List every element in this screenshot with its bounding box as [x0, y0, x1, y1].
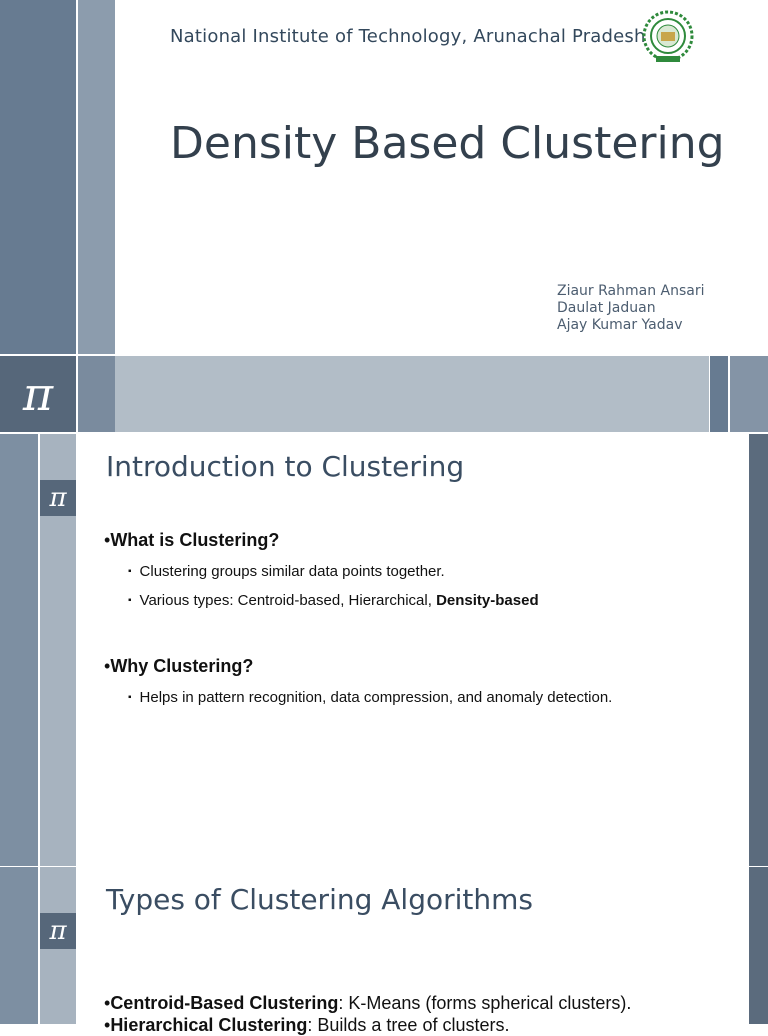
bullet-label: Centroid-Based Clustering [110, 993, 339, 1013]
slide-right-band [749, 867, 768, 1024]
bullet-text: : K-Means (forms spherical clusters). [338, 993, 632, 1013]
author-name: Ajay Kumar Yadav [557, 317, 683, 333]
slide-title: Introduction to Clustering [106, 450, 465, 483]
bullet-text: What is Clustering? [110, 530, 280, 550]
cover-left-band-2 [78, 0, 115, 354]
slide-left-band [0, 867, 38, 1024]
bullet-label: Hierarchical Clustering [110, 1015, 308, 1035]
sub-bullet-item [128, 592, 539, 609]
institution-name: National Institute of Technology, Arunachal Pradesh [170, 26, 646, 47]
square-bullet-icon: ▪ [128, 692, 132, 703]
band-strip [115, 356, 709, 432]
bullet-item [104, 1015, 509, 1036]
cover-bottom-band [0, 356, 768, 432]
sub-bullet-text: Clustering groups similar data points together. [139, 563, 445, 580]
sub-bullet-item [128, 563, 445, 580]
bullet-dot-icon: • [104, 530, 111, 550]
author-list [557, 283, 705, 334]
slide-title: Types of Clustering Algorithms [106, 883, 533, 916]
pi-icon: π [0, 356, 76, 432]
band-accent [710, 356, 728, 432]
bullet-dot-icon: • [104, 656, 111, 676]
band-end [730, 356, 768, 432]
bullet-item [104, 993, 631, 1014]
bullet-text: Why Clustering? [110, 656, 254, 676]
slide-right-band [749, 434, 768, 866]
types-slide [0, 867, 768, 1035]
author-name: Ziaur Rahman Ansari [557, 283, 705, 299]
bullet-dot-icon: • [104, 1015, 111, 1035]
pi-icon: π [40, 480, 76, 516]
bullet-item [104, 656, 253, 677]
bullet-text: : Builds a tree of clusters. [307, 1015, 510, 1035]
intro-slide [0, 434, 768, 866]
bullet-item [104, 530, 279, 551]
cover-slide [0, 0, 768, 432]
band-block [78, 356, 115, 432]
sub-bullet-text: Various types: Centroid-based, Hierarchical, [139, 592, 437, 609]
sub-bullet-text: Helps in pattern recognition, data compression, and anomaly detection. [139, 689, 613, 706]
square-bullet-icon: ▪ [128, 566, 132, 577]
slide-left-band [0, 434, 38, 866]
bullet-dot-icon: • [104, 993, 111, 1013]
sub-bullet-item [128, 689, 612, 706]
author-name: Daulat Jaduan [557, 300, 656, 316]
pi-icon: π [40, 913, 76, 949]
square-bullet-icon: ▪ [128, 595, 132, 606]
institute-logo [641, 10, 695, 66]
presentation-title: Density Based Clustering [170, 118, 725, 169]
sub-bullet-emphasis: Density-based [436, 592, 539, 609]
cover-left-band [0, 0, 76, 354]
